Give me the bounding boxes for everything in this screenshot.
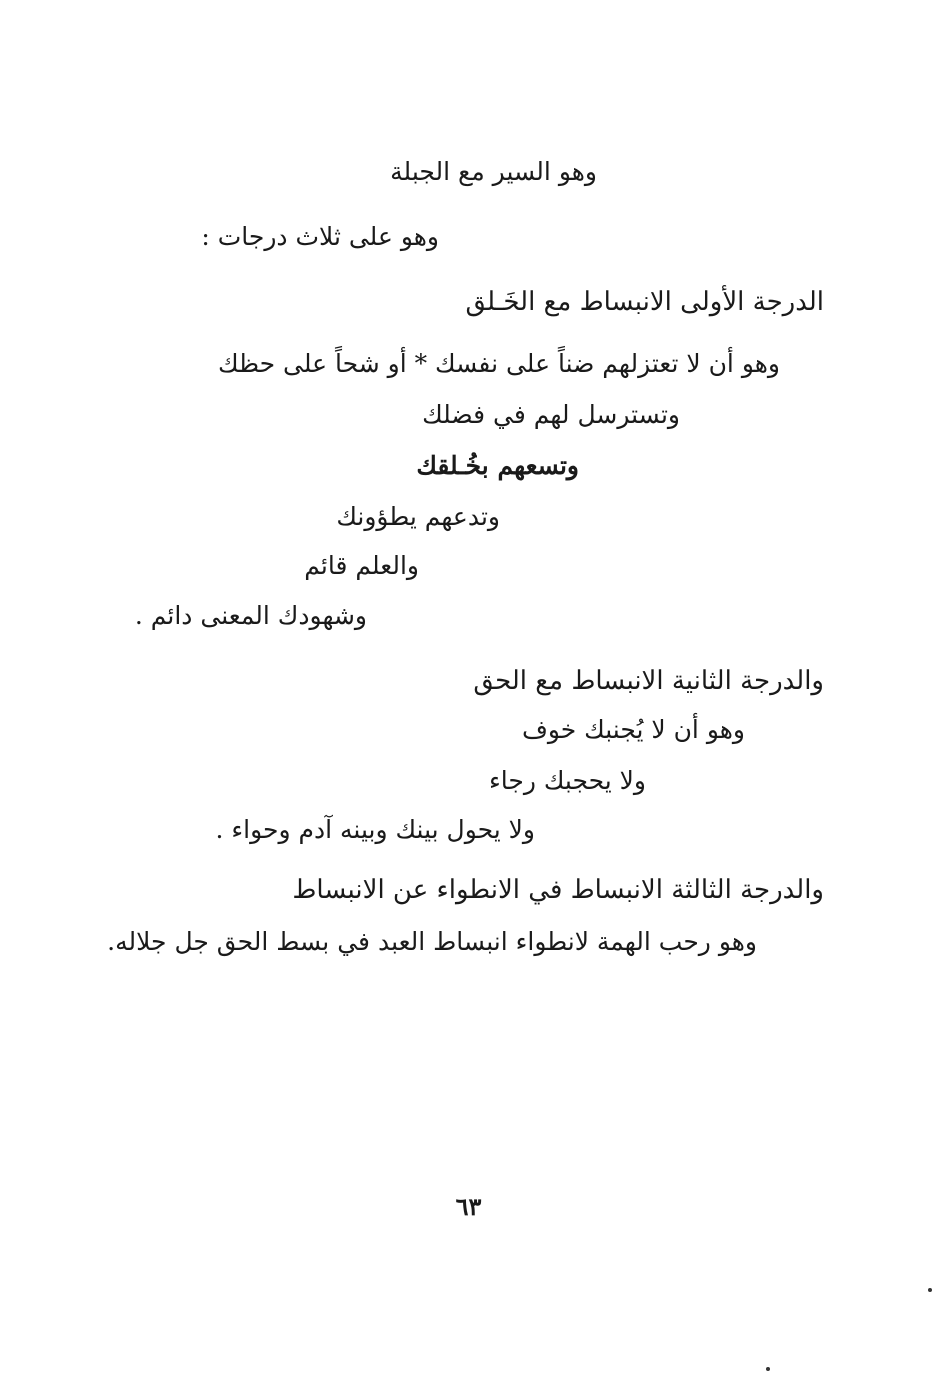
section-heading-1: الدرجة الأولى الانبساط مع الخَـلق [465, 287, 824, 317]
text-line-7: وتدعهم يطؤونك [336, 502, 500, 531]
text-line-8: والعلم قائم [304, 551, 419, 580]
text-line-2: وهو على ثلاث درجات : [201, 222, 439, 251]
scan-speck [928, 1288, 932, 1292]
text-line-15: وهو رحب الهمة لانطواء انبساط العبد في بسط الحق جل جلاله. [107, 927, 757, 956]
text-line-6: وتسعهم بخُـلقك [416, 451, 579, 480]
section-heading-2: والدرجة الثانية الانبساط مع الحق [473, 666, 824, 696]
page-number: ٦٣ [455, 1192, 482, 1221]
text-line-4: وهو أن لا تعتزلهم ضناً على نفسك * أو شحاً على حظك [218, 349, 780, 378]
text-line-1: وهو السير مع الجبلة [390, 157, 597, 186]
text-line-9: وشهودك المعنى دائم . [134, 601, 367, 630]
text-line-11: وهو أن لا يُجنبك خوف [521, 715, 745, 744]
text-line-13: ولا يحول بينك وبينه آدم وحواء . [215, 815, 535, 844]
text-line-12: ولا يحجبك رجاء [489, 766, 646, 795]
section-heading-3: والدرجة الثالثة الانبساط في الانطواء عن الانبساط [292, 875, 824, 905]
scan-speck [766, 1367, 770, 1371]
text-line-5: وتسترسل لهم في فضلك [422, 400, 680, 429]
